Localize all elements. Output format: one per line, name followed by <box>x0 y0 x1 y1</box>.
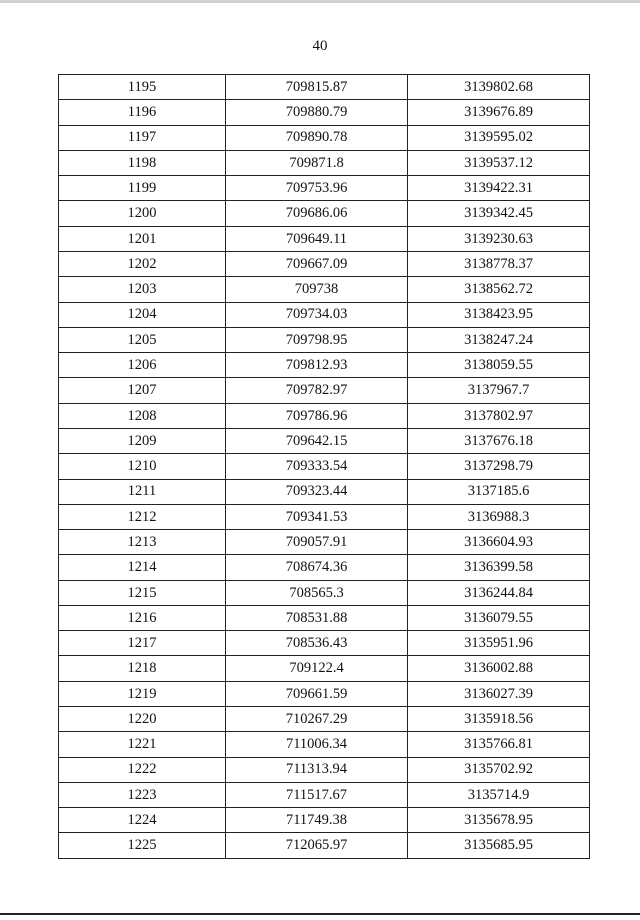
x-coordinate-cell: 711517.67 <box>226 782 408 807</box>
point-number-cell: 1220 <box>59 707 226 732</box>
x-coordinate-cell: 709782.97 <box>226 378 408 403</box>
y-coordinate-cell: 3137298.79 <box>408 454 590 479</box>
y-coordinate-cell: 3137802.97 <box>408 403 590 428</box>
table-row <box>59 479 590 504</box>
table-row <box>59 656 590 681</box>
y-coordinate-cell: 3138059.55 <box>408 353 590 378</box>
table-row <box>59 226 590 251</box>
point-number-cell: 1217 <box>59 631 226 656</box>
page-number: 40 <box>312 38 328 54</box>
y-coordinate-cell: 3138778.37 <box>408 251 590 276</box>
y-coordinate-cell: 3137676.18 <box>408 428 590 453</box>
point-number-cell: 1206 <box>59 353 226 378</box>
y-coordinate-cell: 3135685.95 <box>408 833 590 859</box>
table-row <box>59 428 590 453</box>
y-coordinate-cell: 3139595.02 <box>408 125 590 150</box>
point-number-cell: 1216 <box>59 605 226 630</box>
x-coordinate-cell: 709880.79 <box>226 100 408 125</box>
y-coordinate-cell: 3139342.45 <box>408 201 590 226</box>
x-coordinate-cell: 708674.36 <box>226 555 408 580</box>
table-row <box>59 631 590 656</box>
coordinates-table-body <box>59 75 590 859</box>
table-row <box>59 378 590 403</box>
y-coordinate-cell: 3137967.7 <box>408 378 590 403</box>
y-coordinate-cell: 3136027.39 <box>408 681 590 706</box>
y-coordinate-cell: 3139676.89 <box>408 100 590 125</box>
x-coordinate-cell: 709815.87 <box>226 75 408 100</box>
y-coordinate-cell: 3136244.84 <box>408 580 590 605</box>
point-number-cell: 1203 <box>59 277 226 302</box>
y-coordinate-cell: 3135918.56 <box>408 707 590 732</box>
point-number-cell: 1197 <box>59 125 226 150</box>
point-number-cell: 1224 <box>59 808 226 833</box>
point-number-cell: 1213 <box>59 530 226 555</box>
point-number-cell: 1211 <box>59 479 226 504</box>
x-coordinate-cell: 708565.3 <box>226 580 408 605</box>
x-coordinate-cell: 709798.95 <box>226 327 408 352</box>
table-row <box>59 125 590 150</box>
point-number-cell: 1205 <box>59 327 226 352</box>
x-coordinate-cell: 709333.54 <box>226 454 408 479</box>
table-row <box>59 327 590 352</box>
y-coordinate-cell: 3138562.72 <box>408 277 590 302</box>
y-coordinate-cell: 3139230.63 <box>408 226 590 251</box>
point-number-cell: 1223 <box>59 782 226 807</box>
table-row <box>59 100 590 125</box>
table-row <box>59 707 590 732</box>
point-number-cell: 1200 <box>59 201 226 226</box>
x-coordinate-cell: 711749.38 <box>226 808 408 833</box>
y-coordinate-cell: 3139537.12 <box>408 150 590 175</box>
table-row <box>59 757 590 782</box>
table-row <box>59 277 590 302</box>
point-number-cell: 1214 <box>59 555 226 580</box>
table-row <box>59 302 590 327</box>
x-coordinate-cell: 709341.53 <box>226 504 408 529</box>
point-number-cell: 1201 <box>59 226 226 251</box>
x-coordinate-cell: 709753.96 <box>226 176 408 201</box>
point-number-cell: 1221 <box>59 732 226 757</box>
x-coordinate-cell: 709667.09 <box>226 251 408 276</box>
table-row <box>59 251 590 276</box>
table-row <box>59 605 590 630</box>
page-top-edge <box>0 0 640 3</box>
table-row <box>59 176 590 201</box>
point-number-cell: 1195 <box>59 75 226 100</box>
x-coordinate-cell: 711006.34 <box>226 732 408 757</box>
point-number-cell: 1198 <box>59 150 226 175</box>
table-row <box>59 454 590 479</box>
table-row <box>59 201 590 226</box>
x-coordinate-cell: 709871.8 <box>226 150 408 175</box>
y-coordinate-cell: 3135714.9 <box>408 782 590 807</box>
table-row <box>59 732 590 757</box>
y-coordinate-cell: 3136604.93 <box>408 530 590 555</box>
table-row <box>59 808 590 833</box>
x-coordinate-cell: 709734.03 <box>226 302 408 327</box>
table-row <box>59 504 590 529</box>
table-row <box>59 681 590 706</box>
table-row <box>59 833 590 859</box>
x-coordinate-cell: 709057.91 <box>226 530 408 555</box>
x-coordinate-cell: 709686.06 <box>226 201 408 226</box>
y-coordinate-cell: 3137185.6 <box>408 479 590 504</box>
x-coordinate-cell: 709323.44 <box>226 479 408 504</box>
x-coordinate-cell: 712065.97 <box>226 833 408 859</box>
x-coordinate-cell: 709786.96 <box>226 403 408 428</box>
point-number-cell: 1204 <box>59 302 226 327</box>
x-coordinate-cell: 709642.15 <box>226 428 408 453</box>
point-number-cell: 1222 <box>59 757 226 782</box>
point-number-cell: 1218 <box>59 656 226 681</box>
y-coordinate-cell: 3138423.95 <box>408 302 590 327</box>
y-coordinate-cell: 3136079.55 <box>408 605 590 630</box>
x-coordinate-cell: 709649.11 <box>226 226 408 251</box>
y-coordinate-cell: 3136002.88 <box>408 656 590 681</box>
table-row <box>59 75 590 100</box>
y-coordinate-cell: 3138247.24 <box>408 327 590 352</box>
point-number-cell: 1212 <box>59 504 226 529</box>
page-bottom-edge <box>0 913 640 915</box>
y-coordinate-cell: 3135766.81 <box>408 732 590 757</box>
y-coordinate-cell: 3135951.96 <box>408 631 590 656</box>
table-row <box>59 403 590 428</box>
y-coordinate-cell: 3139802.68 <box>408 75 590 100</box>
x-coordinate-cell: 711313.94 <box>226 757 408 782</box>
table-row <box>59 530 590 555</box>
point-number-cell: 1225 <box>59 833 226 859</box>
point-number-cell: 1208 <box>59 403 226 428</box>
point-number-cell: 1215 <box>59 580 226 605</box>
point-number-cell: 1196 <box>59 100 226 125</box>
point-number-cell: 1199 <box>59 176 226 201</box>
y-coordinate-cell: 3135678.95 <box>408 808 590 833</box>
point-number-cell: 1219 <box>59 681 226 706</box>
point-number-cell: 1210 <box>59 454 226 479</box>
point-number-cell: 1209 <box>59 428 226 453</box>
x-coordinate-cell: 709812.93 <box>226 353 408 378</box>
x-coordinate-cell: 709661.59 <box>226 681 408 706</box>
table-row <box>59 580 590 605</box>
x-coordinate-cell: 708536.43 <box>226 631 408 656</box>
x-coordinate-cell: 710267.29 <box>226 707 408 732</box>
point-number-cell: 1202 <box>59 251 226 276</box>
table-row <box>59 353 590 378</box>
table-row <box>59 150 590 175</box>
x-coordinate-cell: 708531.88 <box>226 605 408 630</box>
y-coordinate-cell: 3136988.3 <box>408 504 590 529</box>
x-coordinate-cell: 709122.4 <box>226 656 408 681</box>
y-coordinate-cell: 3136399.58 <box>408 555 590 580</box>
y-coordinate-cell: 3135702.92 <box>408 757 590 782</box>
y-coordinate-cell: 3139422.31 <box>408 176 590 201</box>
coordinates-table <box>58 74 590 859</box>
point-number-cell: 1207 <box>59 378 226 403</box>
x-coordinate-cell: 709890.78 <box>226 125 408 150</box>
x-coordinate-cell: 709738 <box>226 277 408 302</box>
table-row <box>59 555 590 580</box>
table-row <box>59 782 590 807</box>
